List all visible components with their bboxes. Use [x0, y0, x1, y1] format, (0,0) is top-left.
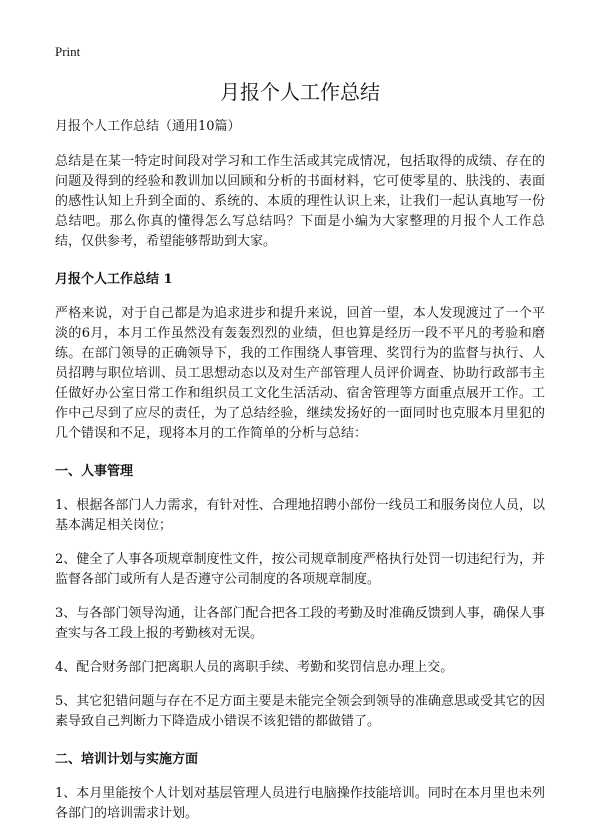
intro-paragraph: 总结是在某一特定时间段对学习和工作生活或其完成情况，包括取得的成绩、存在的问题及得到的经验和教训加以回顾和分析的书面材料，它可使零星的、肤浅的、表面的感性认知上升到全面的、系统的、本质的理性认识上来，让我们一起认真地写一份总结吧。那么你真的懂得怎么写总结吗？下面是小编为大家整理的月报个人工作总结，仅供参考，希望能够帮助到大家。: [55, 154, 545, 249]
document-subtitle: 月报个人工作总结（通用10篇）: [55, 119, 241, 134]
hr-item-5: 5、其它犯错问题与存在不足方面主要是未能完全领会到领导的准确意思或受其它的因素导致自己判断力下降造成小错误不该犯错的都做错了。: [55, 694, 545, 729]
training-item-1: 1、本月里能按个人计划对基层管理人员进行电脑操作技能培训。同时在本月里也未列各部门的培训需求计划。: [55, 786, 545, 821]
summary-1-paragraph: 严格来说，对于自己都是为追求进步和提升来说，回首一望，本人发现渡过了一个平淡的6月，本月工作虽然没有轰轰烈烈的业绩，但也算是经历一段不平凡的考验和磨练。在部门领导的正确领导下，我的工作围绕人事管理、奖罚行为的监督与执行、人员招聘与职位培训、员工思想动态以及对生产部管理人员评价调查、协助行政部韦主任做好办公室日常工作和组织员工文化生活活动、宿舍管理等方面重点展开工作。工作中己尽到了应尽的责任，为了总结经验，继续发扬好的一面同时也克服本月里犯的几个错误和不足，现将本月的工作简单的分析与总结：: [55, 306, 545, 441]
print-link[interactable]: Print: [55, 44, 81, 59]
hr-item-3: 3、与各部门领导沟通，让各部门配合把各工段的考勤及时准确反馈到人事，确保人事查实与各工段上报的考勤核对无误。: [55, 606, 545, 641]
section-heading-summary-1: 月报个人工作总结 1: [55, 272, 173, 287]
hr-item-1: 1、根据各部门人力需求，有针对性、合理地招聘小部份一线员工和服务岗位人员，以基本满足相关岗位；: [55, 498, 545, 533]
section-heading-hr-management: 一、人事管理: [55, 464, 134, 479]
hr-item-4: 4、配合财务部门把离职人员的离职手续、考勤和奖罚信息办理上交。: [55, 660, 454, 675]
hr-item-2: 2、健全了人事各项规章制度性文件，按公司规章制度严格执行处罚一切违纪行为，并监督各部门或所有人是否遵守公司制度的各项规章制度。: [55, 552, 545, 587]
document-title: 月报个人工作总结: [220, 80, 380, 104]
section-heading-training: 二、培训计划与实施方面: [55, 752, 199, 767]
